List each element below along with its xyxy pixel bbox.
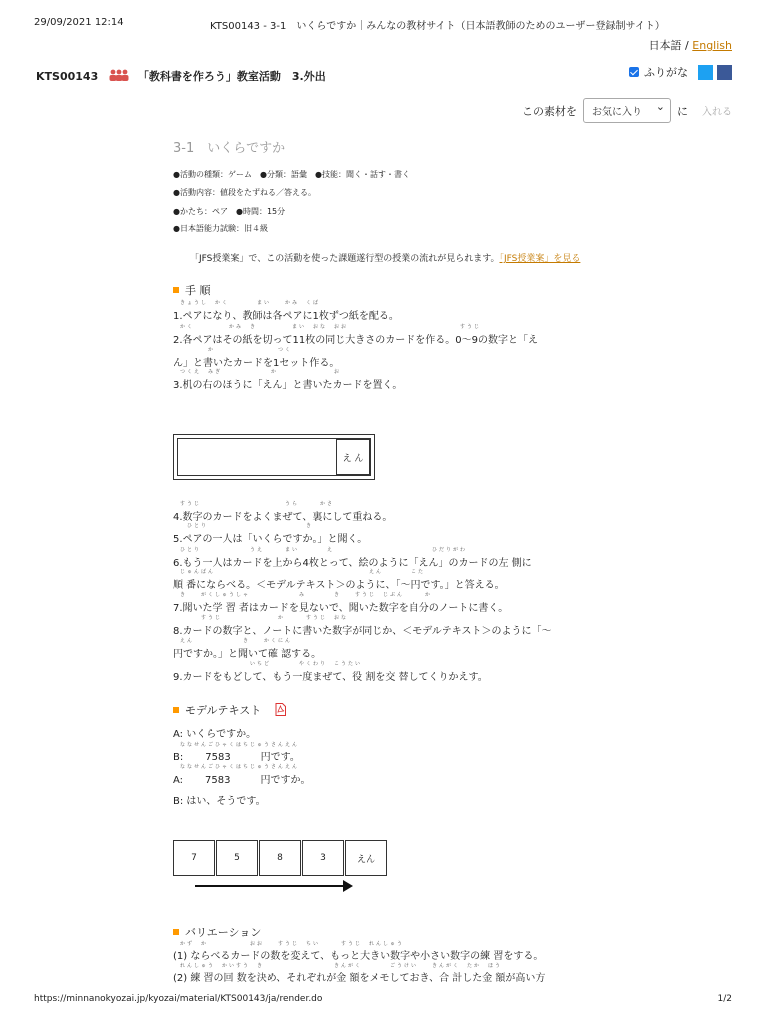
lang-en-link[interactable]: English — [692, 39, 732, 52]
model-line — [173, 771, 311, 786]
model-speaker: A: — [173, 775, 184, 786]
procedure-step: 2.各ペアはその紙を切って11枚の同じ大きさのカードを作る。0～9の数字と「え — [173, 335, 538, 346]
ruby-text: かず か おお すうじ ちい すうじ れんしゅう — [180, 941, 405, 947]
print-footer-url: https://minnanokyozai.jp/kyozai/material/KTS00143/ja/render.do — [34, 994, 323, 1004]
number-card: 8 — [259, 840, 301, 876]
ruby-text: き がくしゅうしゃ み き すうじ じぶん か — [180, 592, 433, 598]
facebook-icon[interactable] — [717, 65, 732, 80]
model-line — [173, 748, 300, 763]
ruby-text: ひとり き — [180, 523, 314, 529]
ruby-text: いちど やくわり こうたい — [180, 661, 363, 667]
language-switcher — [649, 37, 732, 53]
variation-line: (1) ならべるカードの数を変えて、もっと大きい数字や小さい数字の練 習をする。 — [173, 951, 544, 962]
model-heading — [173, 702, 286, 718]
info-line: ●活動内容：値段をたずねる／答える。 — [173, 188, 316, 197]
variation-heading-text: バリエーション — [185, 926, 262, 939]
info-line: ●日本語能力試験：旧４級 — [173, 224, 268, 233]
model-line — [173, 792, 266, 807]
ruby-text: ななせんごひゃくはちじゅうさんえん — [180, 742, 300, 748]
favorite-suffix: に — [677, 104, 688, 118]
ruby-text: か つく — [180, 347, 293, 353]
number-card: 7 — [173, 840, 215, 876]
ruby-text: きょうし かく まい かみ くば — [180, 300, 321, 306]
favorite-select-value: お気に入り — [592, 107, 642, 118]
ruby-text: すうじ か すうじ おな — [180, 615, 349, 621]
variation-heading — [173, 924, 261, 940]
favorite-select[interactable] — [583, 98, 671, 123]
favorite-prefix: この素材を — [522, 104, 577, 118]
procedure-heading — [173, 282, 211, 298]
orange-square-icon — [173, 287, 179, 293]
pdf-icon[interactable] — [275, 703, 286, 716]
furigana-checkbox[interactable] — [629, 67, 639, 77]
favorite-row — [522, 98, 732, 123]
number-card: 3 — [302, 840, 344, 876]
model-heading-text: モデルテキスト — [185, 704, 262, 717]
procedure-step: 4.数字のカードをよくまぜて、裏にして重ねる。 — [173, 512, 393, 523]
model-line — [173, 725, 256, 740]
model-utterance: 7583 円です。 — [205, 752, 300, 763]
ruby-text: つくえ みぎ か お — [180, 369, 342, 375]
info-line: ●活動の種類：ゲーム ●分類：語彙 ●技能：聞く・話す・書く — [173, 170, 410, 179]
ruby-text: じゅんばん えん こた — [180, 569, 426, 575]
course-title: 「教科書を作ろう」教室活動 3.外出 — [137, 70, 326, 83]
procedure-step: 5.ペアの一人は「いくらですか。」と聞く。 — [173, 534, 368, 545]
course-code: KTS00143 — [36, 70, 99, 83]
ruby-text: かく かみ き まい おな おお すうじ — [180, 324, 482, 330]
orange-square-icon — [173, 707, 179, 713]
procedure-step: 円ですか。」と聞いて確 認する。 — [173, 649, 322, 660]
model-utterance: はい、そうです。 — [186, 796, 266, 807]
section-title: 3-1 いくらですか — [173, 141, 286, 156]
jfs-notice — [190, 251, 580, 264]
arrow-line — [195, 885, 345, 887]
course-header — [36, 68, 326, 84]
model-utterance: 7583 円ですか。 — [205, 775, 311, 786]
model-speaker: B: — [173, 752, 184, 763]
card-row-diagram — [173, 840, 388, 876]
model-speaker: A: — [173, 729, 184, 740]
procedure-step: 3.机の右のほうに「えん」と書いたカードを置く。 — [173, 380, 403, 391]
ruby-text: すうじ うら かさ — [180, 501, 335, 507]
ruby-text: ひとり うえ まい え ひだりがわ — [180, 547, 468, 553]
ruby-text: えん き かくにん — [180, 638, 293, 644]
number-card: 5 — [216, 840, 258, 876]
info-line: ●かたち：ペア ●時間：15分 — [173, 207, 286, 216]
arrow-right-icon — [343, 880, 353, 892]
model-utterance: いくらですか。 — [186, 729, 257, 740]
lang-ja[interactable]: 日本語 — [648, 39, 682, 52]
print-page-number: 1/2 — [717, 994, 732, 1004]
procedure-step: 7.聞いた学 習 者はカードを見ないで、聞いた数字を自分のノートに書く。 — [173, 603, 509, 614]
model-speaker: B: — [173, 796, 184, 807]
procedure-step: 1.ペアになり、教師は各ペアに1枚ずつ紙を配る。 — [173, 311, 399, 322]
orange-square-icon — [173, 929, 179, 935]
variation-line: (2) 練 習の回 数を決め、それぞれが金 額をメモしておき、合 計した金 額が高い方 — [173, 973, 546, 984]
ruby-text: れんしゅう かいすう き きんがく ごうけい きんがく たか ほう — [180, 963, 503, 969]
lang-sep: / — [681, 39, 693, 52]
print-page-title: KTS00143 - 3-1 いくらですか｜みんなの教材サイト（日本語教師のためのユーザー登録制サイト） — [210, 21, 665, 32]
print-datetime: 29/09/2021 12:14 — [34, 17, 124, 28]
jfs-text: 「JFS授業案」で、この活動を使った課題遂行型の授業の流れが見られます。 — [190, 254, 500, 264]
procedure-step: 6.もう一人はカードを上から4枚とって、絵のように「えん」のカードの左 側に — [173, 558, 532, 569]
card-layout-diagram — [173, 434, 375, 480]
furigana-label: ふりがな — [644, 66, 688, 79]
people-icon — [108, 69, 130, 81]
jfs-link[interactable]: 「JFS授業案」を見る — [499, 254, 581, 264]
en-card: えん — [345, 840, 387, 876]
procedure-step: 8.カードの数字と、ノートに書いた数字が同じか、＜モデルテキスト＞のように「～ — [173, 626, 552, 637]
procedure-step: ん」と書いたカードを1セット作る。 — [173, 358, 340, 369]
twitter-icon[interactable] — [698, 65, 713, 80]
ruby-text: ななせんごひゃくはちじゅうさんえん — [180, 764, 300, 770]
furigana-toggle — [629, 64, 732, 80]
procedure-step: 順 番にならべる。＜モデルテキスト＞のように、「～円です。」と答える。 — [173, 580, 505, 591]
add-favorite-button[interactable]: 入れる — [702, 107, 732, 118]
procedure-heading-text: 手 順 — [185, 284, 211, 297]
en-card: え ん — [336, 439, 370, 475]
procedure-step: 9.カードをもどして、もう一度まぜて、役 割を交 替してくりかえす。 — [173, 672, 488, 683]
